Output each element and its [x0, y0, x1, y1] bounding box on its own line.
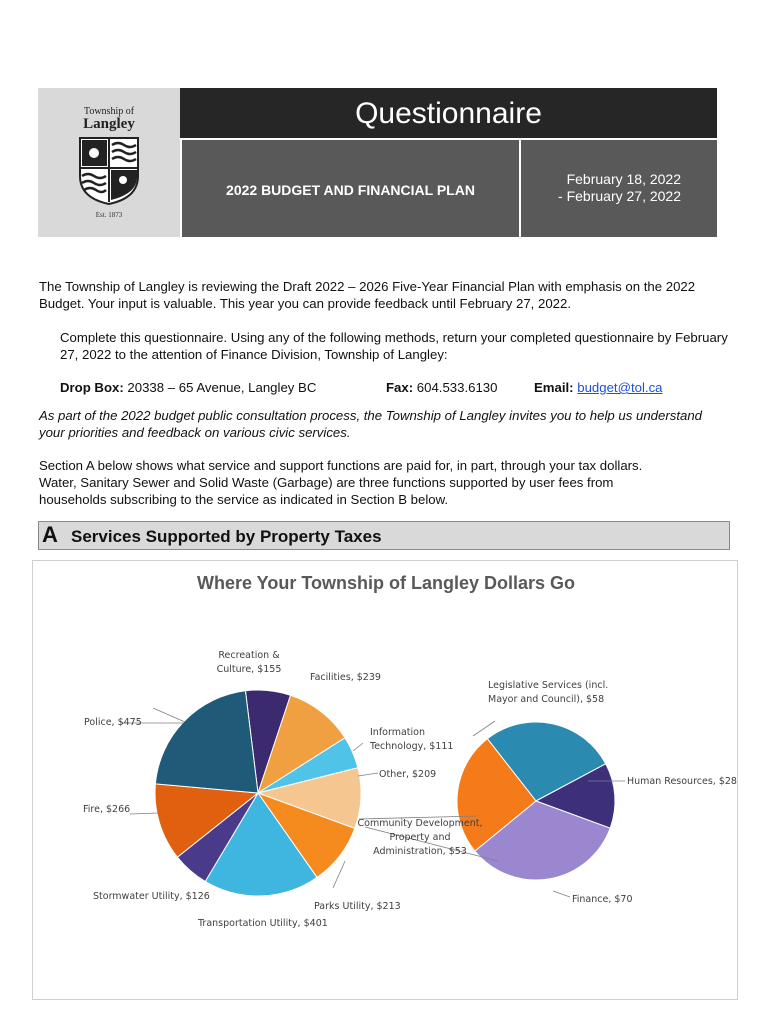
email-label: Email: [534, 380, 574, 395]
intro-paragraph: The Township of Langley is reviewing the Draft 2022 – 2026 Five-Year Financial Plan with emphasis on the 2022 Budget. Your input is valuable. This year you can provide feedback until February 27, 2022. [39, 279, 696, 311]
label-trans: Transportation Utility, $401 [198, 918, 328, 929]
township-logo [38, 88, 180, 237]
logo-est: Est. 1873 [95, 211, 123, 219]
label-rec: Recreation & Culture, $155 [216, 650, 282, 675]
label-leg: Legislative Services (incl. Mayor and Council), $58 [488, 680, 609, 705]
crest-icon [78, 136, 140, 206]
section-letter: A [42, 522, 58, 547]
fax-label: Fax: [386, 380, 414, 395]
email-link[interactable]: budget@tol.ca [577, 380, 663, 395]
chart-title: Where Your Township of Langley Dollars Go [196, 573, 576, 593]
section-description: Section A below shows what service and support functions are paid for, in part, through your tax dollars. Water, Sanitary Sewer and Solid Waste (Garbage) are three functions supported by user fees from households subscribing to the service as indicated in Section B below. [39, 458, 643, 507]
plan-title: 2022 BUDGET AND FINANCIAL PLAN [182, 140, 519, 237]
instructions-paragraph: Complete this questionnaire. Using any of the following methods, return your completed questionnaire by February 27, 2022 to the attention of Finance Division, Township of Langley: [60, 330, 728, 362]
label-other: Other, $209 [379, 769, 437, 780]
main-pie-slice-8 [155, 691, 258, 793]
pie-chart [32, 560, 738, 1000]
dropbox-info [60, 380, 316, 395]
label-it: Information Technology, $111 [370, 727, 454, 752]
fax-info [386, 380, 497, 395]
section-title: Services Supported by Property Taxes [71, 527, 382, 546]
email-info [534, 380, 663, 395]
label-fin: Finance, $70 [572, 894, 633, 905]
label-police: Police, $475 [84, 717, 142, 728]
leader-line-0 [153, 708, 185, 722]
date-line1: February 18, 2022 [566, 171, 681, 187]
label-hr: Human Resources, $28 [627, 776, 737, 787]
leader-line-6 [553, 891, 570, 897]
date-line2: - February 27, 2022 [558, 188, 681, 204]
consultation-paragraph: As part of the 2022 budget public consultation process, the Township of Langley invites you to help us understand your priorities and feedback on various civic services. [39, 408, 702, 440]
fax-value: 604.533.6130 [416, 380, 498, 395]
page-title: Questionnaire [180, 88, 717, 138]
leader-line-7 [333, 861, 345, 888]
leader-line-3 [353, 743, 363, 751]
leader-line-9 [473, 721, 495, 736]
label-storm: Stormwater Utility, $126 [93, 891, 210, 902]
label-fire: Fire, $266 [83, 804, 131, 815]
logo-line1: Township of [83, 106, 135, 117]
label-parks: Parks Utility, $213 [314, 901, 401, 912]
dropbox-value: 20338 – 65 Avenue, Langley BC [127, 380, 317, 395]
section-header [38, 521, 730, 550]
label-fac: Facilities, $239 [310, 672, 381, 683]
dropbox-label: Drop Box: [60, 380, 124, 395]
pie-chart-svg [33, 561, 739, 1001]
leader-line-4 [358, 773, 378, 776]
date-range [521, 140, 717, 237]
label-cd: Community Development, Property and Administration, $53 [357, 818, 483, 857]
leader-line-1 [130, 813, 158, 814]
logo-line2: Langley [83, 116, 135, 132]
